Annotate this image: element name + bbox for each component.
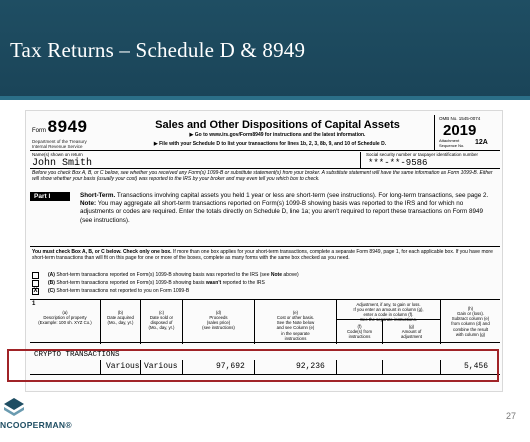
form-number-value: 8949	[47, 117, 88, 136]
row-date-acquired: Various	[106, 362, 140, 371]
row-cost: 92,236	[296, 362, 325, 371]
column-b-header: (b) Date acquired (Mo., day, yr.)	[100, 300, 140, 344]
checkbox-b-tail: reported to the IRS	[221, 280, 265, 286]
checkbox-c-text: Short-term transactions not reported to you on Form 1099-B	[56, 288, 190, 294]
column-headers	[30, 299, 500, 343]
checkbox-a-text: Short-term transactions reported on Form(s) 1099-B showing basis was reported to the IRS (see	[56, 272, 271, 278]
part-one-bold: Short-Term.	[80, 192, 116, 199]
form-subtitle-instructions: ▶ Go to www.irs.gov/Form8949 for instructions and the latest information.	[189, 132, 366, 138]
page-number: 27	[506, 411, 517, 421]
column-g-header: (g) Amount of adjustment	[382, 320, 440, 344]
form-title: Sales and Other Dispositions of Capital Assets	[155, 119, 400, 131]
name-label: Name(s) shown on return	[32, 152, 83, 157]
checkbox-a[interactable]	[32, 272, 498, 280]
checkbox-a-tail: above)	[282, 272, 299, 278]
column-c-header: (c) Date sold or disposed of (Mo., day, yr.)	[140, 300, 182, 344]
header-accent-bar	[0, 96, 530, 100]
row-description: CRYPTO TRANSACTIONS	[34, 351, 120, 359]
taxpayer-name: John Smith	[32, 158, 93, 169]
form-top-bar	[30, 115, 500, 151]
attachment-label: Attachment Sequence No.	[439, 138, 465, 148]
must-check-bold: You must check Box A, B, or C below. Check only one box.	[32, 249, 172, 255]
department-label: Department of the Treasury Internal Revenue Service	[32, 139, 87, 150]
checkbox-b-text: Short-term transactions reported on Form(s) 1099-B showing basis	[56, 280, 206, 286]
before-you-check-text: Before you check Box A, B, or C below, see whether you received any Form(s) 1099-B or substitute statement(s) from your broker. A substitute statement will have the same information as Form 1099-B. Either will show whether your basis (usually your cost) was reported to the IRS by your broker and may even tell you which box to check.	[32, 170, 493, 182]
checkbox-b[interactable]	[32, 280, 498, 288]
ssn-label: Social security number or taxpayer identification number	[366, 152, 479, 157]
line-number: 1	[32, 301, 36, 307]
checkbox-b-bold: wasn't	[205, 280, 222, 286]
column-d-header: (d) Proceeds (sales price) (see instructions)	[182, 300, 254, 344]
form-label: Form	[32, 128, 46, 134]
checkbox-a-box[interactable]	[32, 272, 39, 279]
part-one	[30, 191, 500, 247]
checkbox-a-bold: Note	[270, 272, 283, 278]
must-check-text	[32, 249, 498, 262]
checkbox-c-box[interactable]: X	[33, 288, 38, 294]
checkbox-group	[32, 272, 498, 296]
omb-box	[434, 115, 500, 151]
row-gain: 5,456	[464, 362, 489, 371]
sequence-number: 12A	[475, 139, 488, 146]
checkbox-c-label: (C)	[48, 288, 55, 294]
slide-header	[0, 0, 530, 100]
row-proceeds: 97,692	[216, 362, 245, 371]
part-one-body: Transactions involving capital assets you held 1 year or less are short-term (see instructions). For long-term transactions, see page 2.	[115, 192, 489, 199]
column-e-header: (e) Cost or other basis. See the Note below and see Column (e) in the separate instructions	[254, 300, 336, 344]
checkbox-b-label: (B)	[48, 280, 55, 286]
checkbox-b-box[interactable]	[32, 280, 39, 287]
name-ssn-divider	[360, 152, 361, 169]
checkbox-a-label: (A)	[48, 272, 55, 278]
omb-number: OMB No. 1545-0074	[439, 116, 481, 121]
company-logo-icon	[4, 398, 24, 416]
company-brand: NCOOPERMAN®	[0, 420, 72, 430]
note-body: You may aggregate all short-term transactions reported on Form(s) 1099-B showing basis was reported to the IRS and for which no adjustments or codes are required. Enter the totals directly on Schedule D, line 1a; you aren't required to report these transactions on Form 8949 (see instructions).	[80, 200, 484, 224]
tax-year: 2019	[443, 122, 477, 139]
highlight-box	[7, 349, 499, 382]
name-row	[30, 152, 500, 169]
column-f-header: (f) Code(s) from instructions	[336, 320, 382, 344]
row-date-sold: Various	[144, 362, 178, 371]
form-subtitle-file-with: ▶ File with your Schedule D to list your transactions for lines 1b, 2, 3, 8b, 9, and 10 of Schedule D.	[153, 141, 387, 147]
ssn-value: ***-**-9586	[368, 158, 428, 168]
must-check-body: If more than one box applies for your short-term transactions, complete a separate Form 8949, page 1, for each applicable box. If you have more short-term transactions than will fit on this page for one or more of the boxes, complete as many forms with the same box checked as you need.	[32, 249, 493, 262]
part-one-text	[80, 192, 496, 225]
column-h-header: (h) Gain or (loss). Subtract column (e) from column (d) and combine the result with column (g)	[440, 300, 500, 344]
note-bold: Note:	[80, 200, 97, 208]
adjustment-header: Adjustment, if any, to gain or loss. If you enter an amount in column (g), enter a code in column (f). See the separate instructions.	[336, 300, 440, 320]
part-one-tag: Part I	[30, 192, 70, 201]
slide-title: Tax Returns – Schedule D & 8949	[10, 38, 306, 62]
form-number	[32, 117, 88, 137]
checkbox-c[interactable]	[32, 288, 498, 296]
column-a-header: (a) Description of property (Example: 100 sh. XYZ Co.)	[38, 310, 92, 326]
